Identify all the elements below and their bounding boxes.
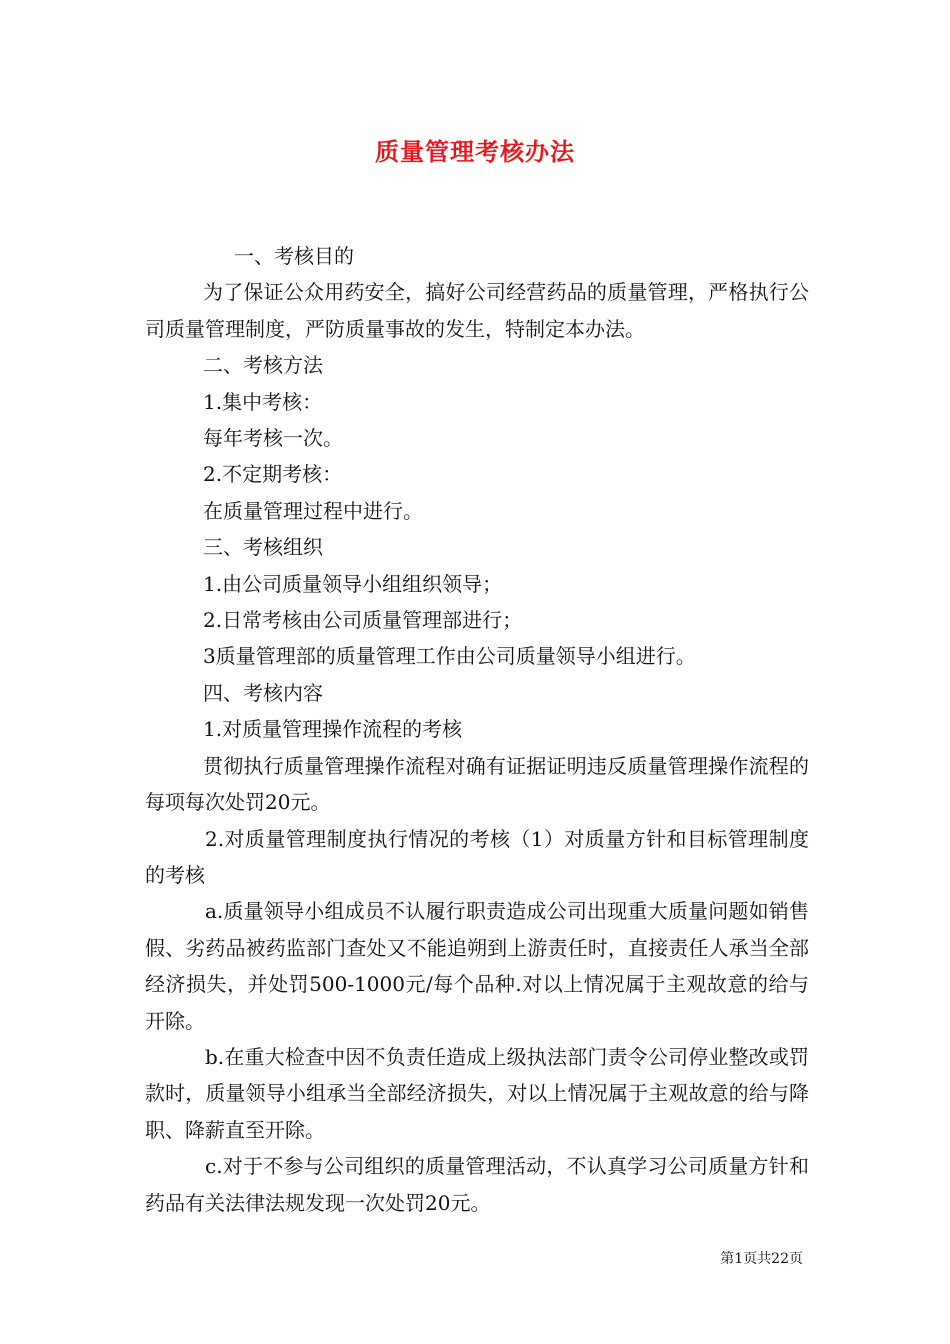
- paragraph-content-2: 2.对质量管理制度执行情况的考核（1）对质量方针和目标管理制度的考核: [145, 826, 809, 887]
- list-item-org-1: 1.由公司质量领导小组组织领导；: [203, 571, 503, 596]
- paragraph-item-c: c.对于不参与公司组织的质量管理活动，不认真学习公司质量方针和药品有关法律法规发现一次处罚20元。: [145, 1154, 809, 1215]
- list-item-org-2: 2.日常考核由公司质量管理部进行；: [203, 608, 523, 633]
- document-title: 质量管理考核办法: [375, 137, 575, 166]
- paragraph-purpose: 为了保证公众用药安全，搞好公司经营药品的质量管理，严格执行公司质量管理制度，严防质量事故的发生，特制定本办法。: [145, 280, 809, 341]
- list-item-irregular: 2.不定期考核：: [203, 462, 343, 487]
- section-heading-organization: 三、考核组织: [203, 535, 323, 560]
- section-heading-purpose: 一、考核目的: [234, 244, 354, 268]
- list-item-org-3: 3质量管理部的质量管理工作由公司质量领导小组进行。: [203, 644, 696, 669]
- section-heading-method: 二、考核方法: [203, 353, 323, 378]
- section-heading-content: 四、考核内容: [203, 680, 323, 705]
- list-item-centralized: 1.集中考核：: [203, 389, 323, 414]
- document-body: [145, 238, 809, 1221]
- paragraph-item-b: b.在重大检查中因不负责任造成上级执法部门责令公司停业整改或罚款时，质量领导小组承当全部经济损失，对以上情况属于主观故意的给与降职、降薪直至开除。: [145, 1044, 809, 1142]
- paragraph-content-1: 贯彻执行质量管理操作流程对确有证据证明违反质量管理操作流程的每项每次处罚20元。: [145, 753, 809, 815]
- page-number: 第1页共22页: [720, 1251, 803, 1267]
- list-item-centralized-text: 每年考核一次。: [203, 426, 343, 451]
- list-item-irregular-text: 在质量管理过程中进行。: [203, 498, 423, 523]
- list-item-content-1: 1.对质量管理操作流程的考核: [203, 717, 463, 742]
- paragraph-item-a: a.质量领导小组成员不认履行职责造成公司出现重大质量问题如销售假、劣药品被药监部门查处又不能追朔到上游责任时，直接责任人承当全部经济损失，并处罚500-1000元/每个品种.对以上情况属于主观故意的给与开除。: [145, 899, 809, 1033]
